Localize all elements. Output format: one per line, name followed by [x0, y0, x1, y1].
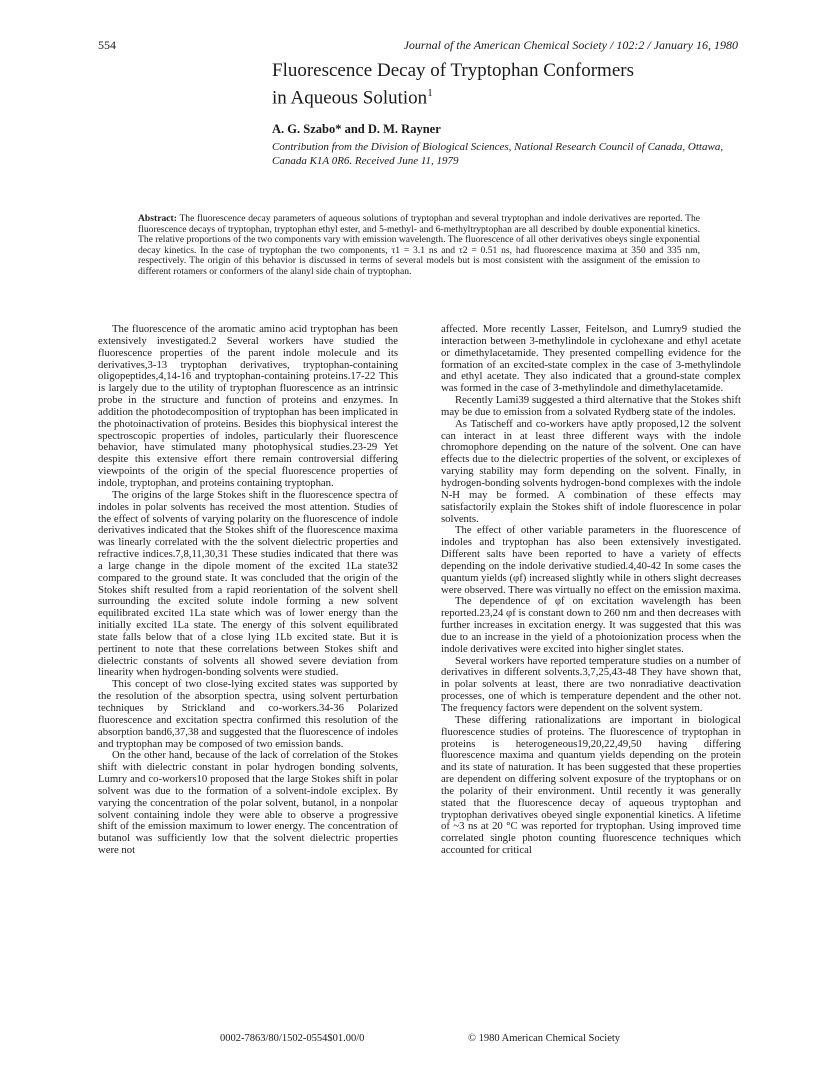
paragraph: The dependence of φf on excitation wavelength has been reported.23,24 φf is constant down to 260 nm and then decreases with further increases in excitation energy. It was suggested that this was due to an increase in the yield of a photoionization process when the indole derivatives were excited into higher singlet states.	[441, 595, 741, 655]
paragraph: As Tatischeff and co-workers have aptly proposed,12 the solvent can interact in at least three different ways with the indole chromophore depending on the nature of the solvent. One can have effects due to the dielectric properties of the solvent, or exciplexes of varying stability may form depending on the solvent. Finally, in hydrogen-bonding solvents hydrogen-bond complexes with the indole N-H may be formed. A combination of these effects may satisfactorily explain the Stokes shift of indole fluorescence in polar solvents.	[441, 417, 741, 525]
abstract	[138, 214, 700, 277]
title-footnote-mark: 1	[427, 87, 433, 99]
page-number: 554	[98, 38, 116, 52]
authors: A. G. Szabo* and D. M. Rayner	[272, 122, 441, 136]
abstract-text: The fluorescence decay parameters of aqueous solutions of tryptophan and several tryptophan and indole derivatives are reported. The fluorescence decays of tryptophan, tryptophan ethyl ester, and 5-methyl- and 6-methyltryptophan are all described by double exponential kinetics. The relative proportions of the two components vary with emission wavelength. The fluorescence of all other derivatives obeys single exponential decay kinetics. In the case of tryptophan the two components, τ1 = 3.1 ns and τ2 = 0.51 ns, had fluorescence maxima at 350 and 335 nm, respectively. The origin of this behavior is discussed in terms of several models but is most consistent with the assignment of the emission to different rotamers or conformers of the alanyl side chain of tryptophan.	[138, 213, 701, 277]
copyright-notice: © 1980 American Chemical Society	[468, 1033, 621, 1044]
paragraph: This concept of two close-lying excited states was supported by the resolution of the absorption spectra, using solvent perturbation techniques by Strickland and co-workers.34-36 Polarized fluorescence and excitation spectra confirmed this resolution of the absorption band6,37,38 and suggested that the fluorescence of indoles and tryptophan may be composed of two emission bands.	[98, 678, 398, 750]
paragraph: The effect of other variable parameters in the fluorescence of indoles and tryptophan has also been extensively investigated. Different salts have been reported to have a variety of effects depending on the indole derivative studied.4,40-42 In some cases the quantum yields (φf) increased slightly while in others slight decreases were observed. There was virtually no effect on the emission maxima.	[441, 524, 741, 596]
left-column	[98, 324, 398, 857]
paragraph: Several workers have reported temperature studies on a number of derivatives in different solvents.3,7,25,43-48 They have shown that, in polar solvents at least, there are two nonradiative deactivation processes, one of which is temperature dependent and the other not. The frequency factors were dependent on the solvent system.	[441, 654, 741, 714]
abstract-label: Abstract:	[138, 213, 177, 224]
article-title	[272, 60, 742, 109]
paragraph: These differing rationalizations are important in biological fluorescence studies of proteins. The fluorescence of tryptophan in proteins is heterogeneous19,20,22,49,50 having differing fluorescence maxima and quantum yields depending on the protein and its state of naturation. It has been suggested that these properties are dependent on differing solvent exposure of the tryptophans or on the polarity of their environment. Until recently it was generally stated that the fluorescence decay of aqueous tryptophan and tryptophan derivatives obeyed single exponential kinetics. A lifetime of ~3 ns at 20 °C was reported for tryptophan. Using improved time correlated single photon counting fluorescence techniques which accounted for critical	[441, 713, 741, 857]
paragraph: On the other hand, because of the lack of correlation of the Stokes shift with dielectric constant in polar hydrogen bonding solvents, Lumry and co-workers10 proposed that the large Stokes shift in polar solvent was due to the formation of a solvent-indole exciplex. By varying the concentration of the polar solvent, butanol, in a nonpolar solvent containing indole they were able to observe a progressive shift of the emission maximum to lower energy. The concentration of butanol was sufficiently low that the solvent dielectric properties were not	[98, 749, 398, 857]
paragraph: Recently Lami39 suggested a third alternative that the Stokes shift may be due to emission from a solvated Rydberg state of the indoles.	[441, 394, 741, 418]
affiliation: Contribution from the Division of Biological Sciences, National Research Council of Canada, Ottawa, Canada K1A 0R6. Received June 11, 1979	[272, 141, 724, 167]
journal-line: Journal of the American Chemical Society / 102:2 / January 16, 1980	[403, 38, 738, 52]
paragraph: The fluorescence of the aromatic amino acid tryptophan has been extensively investigated.2 Several workers have studied the fluorescence properties of the parent indole molecule and its derivatives,3-13 tryptophan derivatives, tryptophan-containing oligopeptides,4,14-16 and tryptophan-containing proteins.17-22 This is largely due to the utility of tryptophan fluorescence as an intrinsic probe in the structure and function of proteins and enzymes. In addition the photodecomposition of tryptophan has been implicated in the photoinactivation of proteins. Besides this biophysical interest the spectroscopic properties of indoles, particularly their fluorescence behavior, have stimulated many photophysical studies.23-29 Yet despite this extensive effort there remain controversial differing viewpoints of the origin of the special fluorescence properties of indole, tryptophan, and proteins containing tryptophan.	[98, 323, 398, 489]
title-line-2: in Aqueous Solution	[272, 87, 428, 109]
paragraph: The origins of the large Stokes shift in the fluorescence spectra of indoles in polar solvents has received the most attention. Studies of the effect of solvents of varying polarity on the fluorescence of indole derivatives indicated that the Stokes shift of the fluorescence maxima was linearly correlated with the the solvent dielectric properties and refractive indices.7,8,11,30,31 These studies indicated that there was a large change in the dipole moment of the excited 1La state32 compared to the ground state. It was concluded that the origin of the Stokes shift resulted from a rapid reorientation of the solvent shell surrounding the excited solute indole forming a new solvent equilibrated excited 1La state which was of lower energy than the initially excited 1La state. The energy of this solvent equilibrated state falls below that of a close lying 1Lb excited state. But it is pertinent to note that these correlations between Stokes shift and dielectric constants of solvents all showed severe deviation from linearity when hydrogen-bonding solvents were studied.	[98, 488, 398, 679]
right-column	[441, 324, 741, 857]
title-line-1: Fluorescence Decay of Tryptophan Conformers	[272, 60, 634, 81]
paragraph: affected. More recently Lasser, Feitelson, and Lumry9 studied the interaction between 3-methylindole in cyclohexane and ethyl acetate or dimethylacetamide. They presented compelling evidence for the formation of an excited-state complex in the case of 3-methylindole and ethyl acetate. They also indicated that a ground-state complex was formed in the case of 3-methylindole and dimethylacetamide.	[441, 323, 741, 395]
publication-code: 0002-7863/80/1502-0554$01.00/0	[220, 1033, 365, 1044]
